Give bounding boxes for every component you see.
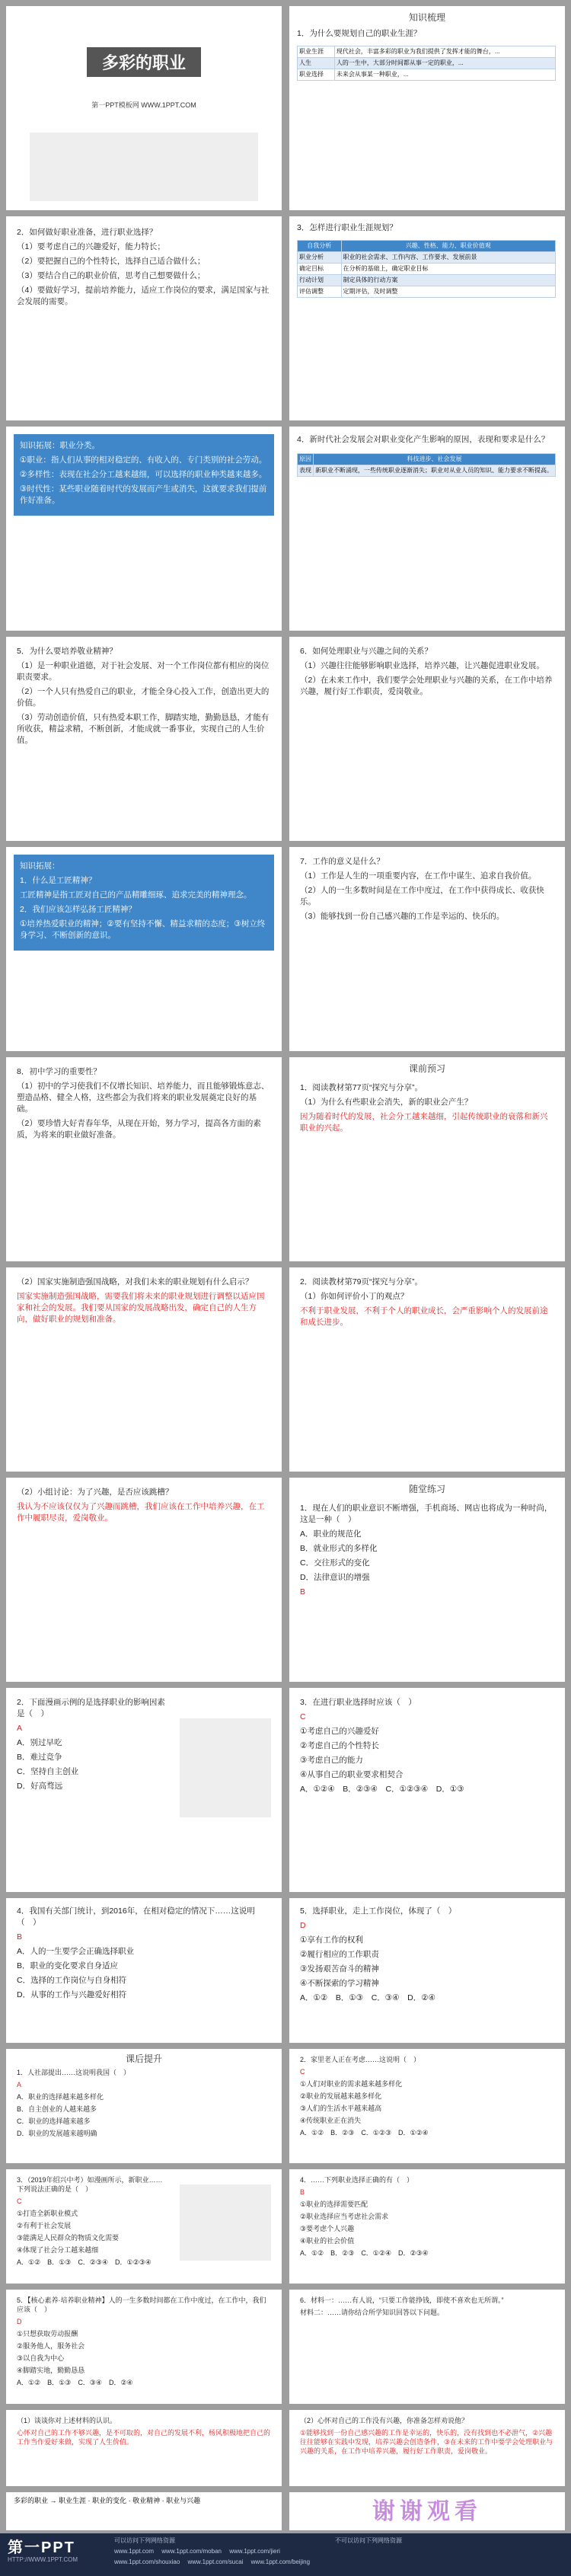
content: 5．【核心素养·培养职业精神】人的一生多数时间都在工作中度过，在工作中，我们应该（ ） D ①只想获取劳动报酬 ②服务他人，服务社会 ③以自我为中心 ④脚踏实地，勤勤恳恳 A．①② B．①③ C．③④ D．②④ [6, 2290, 282, 2396]
slide-8 [289, 637, 565, 841]
content: 4．……下列职业选择正确的有（ ） B ①职业的选择需要匹配 ②职业选择应当考虑社会需求 ③要考虑个人兴趣 ④职业的社会价值 A．①② B．②③ C．①②④ D．②③④ [289, 2169, 565, 2267]
content: 3．（2019年绍兴中考）如漫画所示，新职业……下列说法正确的是（ ） C ①打造全新职业模式 ②有利于社会发展 ③能满足人民群众的物质文化需要 ④体现了社会分工越来越细 A．①② B．①③ C．②③④ D．①②③④ [6, 2169, 180, 2276]
slide-9 [6, 847, 282, 1051]
answer: D [17, 2318, 22, 2325]
slide-27 [6, 2410, 282, 2486]
answer: B [17, 1932, 23, 1942]
slide-6 [289, 427, 565, 631]
mindmap: 多彩的职业 → 职业生涯 · 职业的变化 · 敬业精神 · 职业与兴趣 [14, 2497, 201, 2504]
content: 6．材料一：……有人说，“只要工作能挣钱，即使不喜欢也无所谓。” 材料二：……请你结合所学知识回答以下问题。 [300, 2296, 504, 2316]
cover-illustration [30, 133, 258, 201]
footer-link[interactable]: www.1ppt.com [114, 2548, 155, 2555]
slide-cover [6, 6, 282, 210]
footer-right-title: 不可以访问下列网络资源 [335, 2537, 402, 2544]
slide-14 [289, 1267, 565, 1472]
slide-24 [289, 2169, 565, 2284]
section-header: 课后提升 [125, 2053, 162, 2064]
answer: B [300, 2188, 305, 2196]
footer-link[interactable]: www.1ppt.com/beijing [250, 2558, 311, 2565]
content: 1．阅读教材第77页“探究与分享”。 （1）为什么有些职业会消失，新的职业会产生？ 因为随着时代的发展，社会分工越来越细，引起传统职业的衰落和新兴职业的兴起。 [300, 1083, 548, 1133]
footer-link[interactable]: www.1ppt.com/moban [161, 2548, 222, 2555]
slide-22 [289, 2049, 565, 2163]
knowledge-box: 知识拓展： 1．什么是工匠精神？ 工匠精神是指工匠对自己的产品精雕细琢、追求完美的精神理念。 2．我们应该怎样弘扬工匠精神？ ①培养热爱职业的精神；②要有坚持不懈、精益求精的态度；③树立终身学习、不断创新的意识。 [14, 855, 274, 951]
content: 3．在进行职业选择时应该（ ） C ①考虑自己的兴趣爱好 ②考虑自己的个性特长 ③考虑自己的能力 ④从事自己的职业要求相契合 A．①②④ B．②③④ C．①②③④ D．①③ [289, 1688, 565, 1807]
footer-logo: 第一PPT [8, 2539, 75, 2556]
content: 2．下面漫画示例的是选择职业的影响因素是（ ） A A．别过早吃 B．难过竞争 C．坚持自主创业 D．好高骛远 [6, 1688, 180, 1804]
content: 2．如何做好职业准备，进行职业选择？ （1）要考虑自己的兴趣爱好，能力特长； （2）要把握自己的个性特长，选择自己适合做什么； （3）要结合自己的职业价值，思考自己想要做什么； （4）要做好学习，提前培养能力，适应工作岗位的要求，满足国家与社会发展的需要。 [17, 228, 270, 306]
slide-13 [6, 1267, 282, 1472]
footer-link[interactable]: www.1ppt.com/shouxiao [114, 2558, 180, 2565]
footer [0, 2533, 571, 2576]
section-header: 知识梳理 [408, 12, 445, 23]
question: 1．为什么要规划自己的职业生涯？ [297, 29, 422, 38]
slide-23 [6, 2169, 282, 2284]
section-header: 随堂练习 [408, 1484, 445, 1494]
table: 自我分析 兴趣、性格、能力、职业价值观 职业分析 职业的社会需求、工作内容、工作要求、发展前景 确定目标 在分析的基础上，确定职业目标 行动计划 制定具体的行动方案 评估调整 定期评估，及时调整 [297, 240, 556, 298]
slide-15 [6, 1478, 282, 1682]
cover-site: 第一PPT模板网 WWW.1PPT.COM [91, 101, 196, 109]
slide-30-thanks [289, 2492, 565, 2530]
cartoon-image [180, 2184, 271, 2261]
answer: C [300, 1712, 306, 1721]
content: 5．为什么要培养敬业精神？ （1）是一种职业道德，对于社会发展、对一个工作岗位都有相应的岗位职责要求。 （2）一个人只有热爱自己的职业，才能全身心投入工作，创造出更大的价值。 （3）劳动创造价值，只有热爱本职工作，脚踏实地，勤勤恳恳，才能有所收获，精益求精，不断创新，才能成就一番事业，实现自己的人生价值。 [17, 647, 270, 745]
slide-10 [289, 847, 565, 1051]
footer-url: HTTP://WWW.1PPT.COM [8, 2556, 78, 2563]
footer-link[interactable]: www.1ppt.com/jieri [229, 2548, 280, 2555]
footer-link[interactable]: www.1ppt.com/sucai [187, 2558, 244, 2565]
knowledge-box: 知识拓展：职业分类。 ①职业：指人们从事的相对稳定的、有收入的、专门类别的社会劳动。 ②多样性：表现在社会分工越来越细，可以选择的职业种类越来越多。 ③时代性：某些职业随着时代的发展而产生或消失，这就要求我们提前作好准备。 [14, 434, 274, 516]
slide-2 [289, 6, 565, 210]
answer: C [17, 2197, 22, 2205]
content: （2）国家实施制造强国战略，对我们未来的职业规划有什么启示？ 国家实施制造强国战略，需要我们将未来的职业规划进行调整以适应国家和社会的发展。我们要从国家的发展战略出发，确定自己的人生方向，做好职业的规划和准备。 [17, 1277, 265, 1324]
question: 3．怎样进行职业生涯规划？ [297, 223, 397, 232]
content: 1．人社部提出……这说明我国（ ） A A．职业的选择越来越多样化 B．自主创业的人越来越多 C．职业的选择越来越多 D．职业的发展越来越明确 [6, 2068, 282, 2138]
content: 5．选择职业，走上工作岗位，体现了（ ） D ①享有工作的权利 ②履行相应的工作职责 ③发扬艰苦奋斗的精神 ④不断探索的学习精神 A．①② B．①③ C．③④ D．②④ [289, 1898, 565, 2015]
content: 4．我国有关部门统计，到2016年，在相对稳定的情况下……这说明（ ） B A．人的一生要学会正确选择职业 B．职业的变化要求自身适应 C．选择的工作岗位与自身相符 D．从事的工作与兴趣爱好相符 [6, 1898, 282, 2012]
table: 原因 科技进步、社会发展 表现 新职业不断涌现，一些传统职业逐渐消失；职业对从业人员的知识、能力要求不断提高。 [297, 453, 556, 477]
slide-26 [289, 2290, 565, 2404]
answer: D [300, 1921, 306, 1930]
slide-3 [6, 216, 282, 420]
content: （1）谈谈你对上述材料的认识。 心怀对自己的工作不够兴趣，是不可取的，对自己的发展不利，杨风积极地把自己的工作当作爱好来做，实现了人生价值。 [17, 2417, 271, 2446]
section-header: 课前预习 [408, 1063, 445, 1074]
slide-29-mindmap [6, 2492, 282, 2530]
slide-17 [6, 1688, 282, 1892]
slide-28 [289, 2410, 565, 2486]
content: 7．工作的意义是什么？ （1）工作是人生的一项重要内容，在工作中谋生、追求自我价值。 （2）人的一生多数时间是在工作中度过，在工作中获得成长、收获快乐。 （3）能够找到一份自己感兴趣的工作是幸运的、快乐的。 [300, 857, 544, 921]
cover-title: 多彩的职业 [87, 47, 201, 77]
content: （2）小组讨论：为了兴趣，是否应该跳槽？ 我认为不应该仅仅为了兴趣而跳槽，我们应该在工作中培养兴趣，在工作中履职尽责，爱岗敬业。 [17, 1488, 265, 1523]
answer: B [300, 1587, 306, 1596]
answer: A [17, 2081, 22, 2089]
slide-18 [289, 1688, 565, 1892]
content: 2．家里老人正在考虑……这说明（ ） C ①人们对职业的需求越来越多样化 ②职业的发展越来越多样化 ③人们的生活水平越来越高 ④传统职业正在消失 A．①② B．②③ C．①②③ D．①②④ [289, 2049, 565, 2146]
slide-11 [6, 1057, 282, 1261]
content: 8．初中学习的重要性？ （1）初中的学习使我们不仅增长知识、培养能力，而且能够锻炼意志、塑造品格、健全人格，这些都会为我们将来的职业发展奠定良好的基础。 （2）要珍惜大好青春年华，从现在开始，努力学习，提高各方面的素质，为将来的职业做好准备。 [17, 1067, 270, 1139]
slide-16 [289, 1478, 565, 1682]
slide-21 [6, 2049, 282, 2163]
table: 职业生涯 现代社会，丰富多彩的职业为我们提供了发挥才能的舞台，... 人生 人的一生中，大部分时间都从事一定的职业，... 职业选择 未来会从事某一种职业，... [297, 46, 556, 81]
answer: A [17, 1724, 23, 1733]
cartoon-image [180, 1718, 271, 1817]
mindmap-center: 多彩的职业 [14, 2497, 49, 2504]
footer-left-title: 可以访问下列网络资源 [114, 2537, 175, 2544]
slide-19 [6, 1898, 282, 2043]
content: 2．阅读教材第79页“探究与分享”。 （1）你如何评价小丁的观点？ 不利于职业发展，不利于个人的职业成长，会严重影响个人的发展前途和成长进步。 [300, 1277, 548, 1327]
answer: C [300, 2068, 305, 2076]
slide-7 [6, 637, 282, 841]
slide-5 [6, 427, 282, 631]
content: （2）心怀对自己的工作没有兴趣，你准备怎样劝说他？ ①能够找到一份自己感兴趣的工作是幸运的，快乐的，没有找到也不必泄气，②兴趣往往能够在实践中发现，培养兴趣会创造条件，③在未来的工作中要学会处理职业与兴趣的关系，在工作中培养兴趣，履行好工作职责，爱岗敬业。 [300, 2417, 553, 2455]
slide-25 [6, 2290, 282, 2404]
content: 6．如何处理职业与兴趣之间的关系？ （1）兴趣往往能够影响职业选择，培养兴趣，让兴趣促进职业发展。 （2）在未来工作中，我们要学会处理职业与兴趣的关系，在工作中培养兴趣，履行好工作职责，爱岗敬业。 [300, 647, 553, 696]
slide-12 [289, 1057, 565, 1261]
slide-20 [289, 1898, 565, 2043]
thanks-text: 谢谢观看 [372, 2499, 482, 2524]
question: 4．新时代社会发展会对职业变化产生影响的原因，表现和要求是什么？ [297, 435, 550, 444]
content: 1．现在人们的职业意识不断增强，手机商场、网店也将成为一种时尚，这是一种（ ） A．职业的规范化 B．就业形式的多样化 C．交往形式的变化 D．法律意识的增强 B [289, 1500, 565, 1604]
slide-4 [289, 216, 565, 420]
